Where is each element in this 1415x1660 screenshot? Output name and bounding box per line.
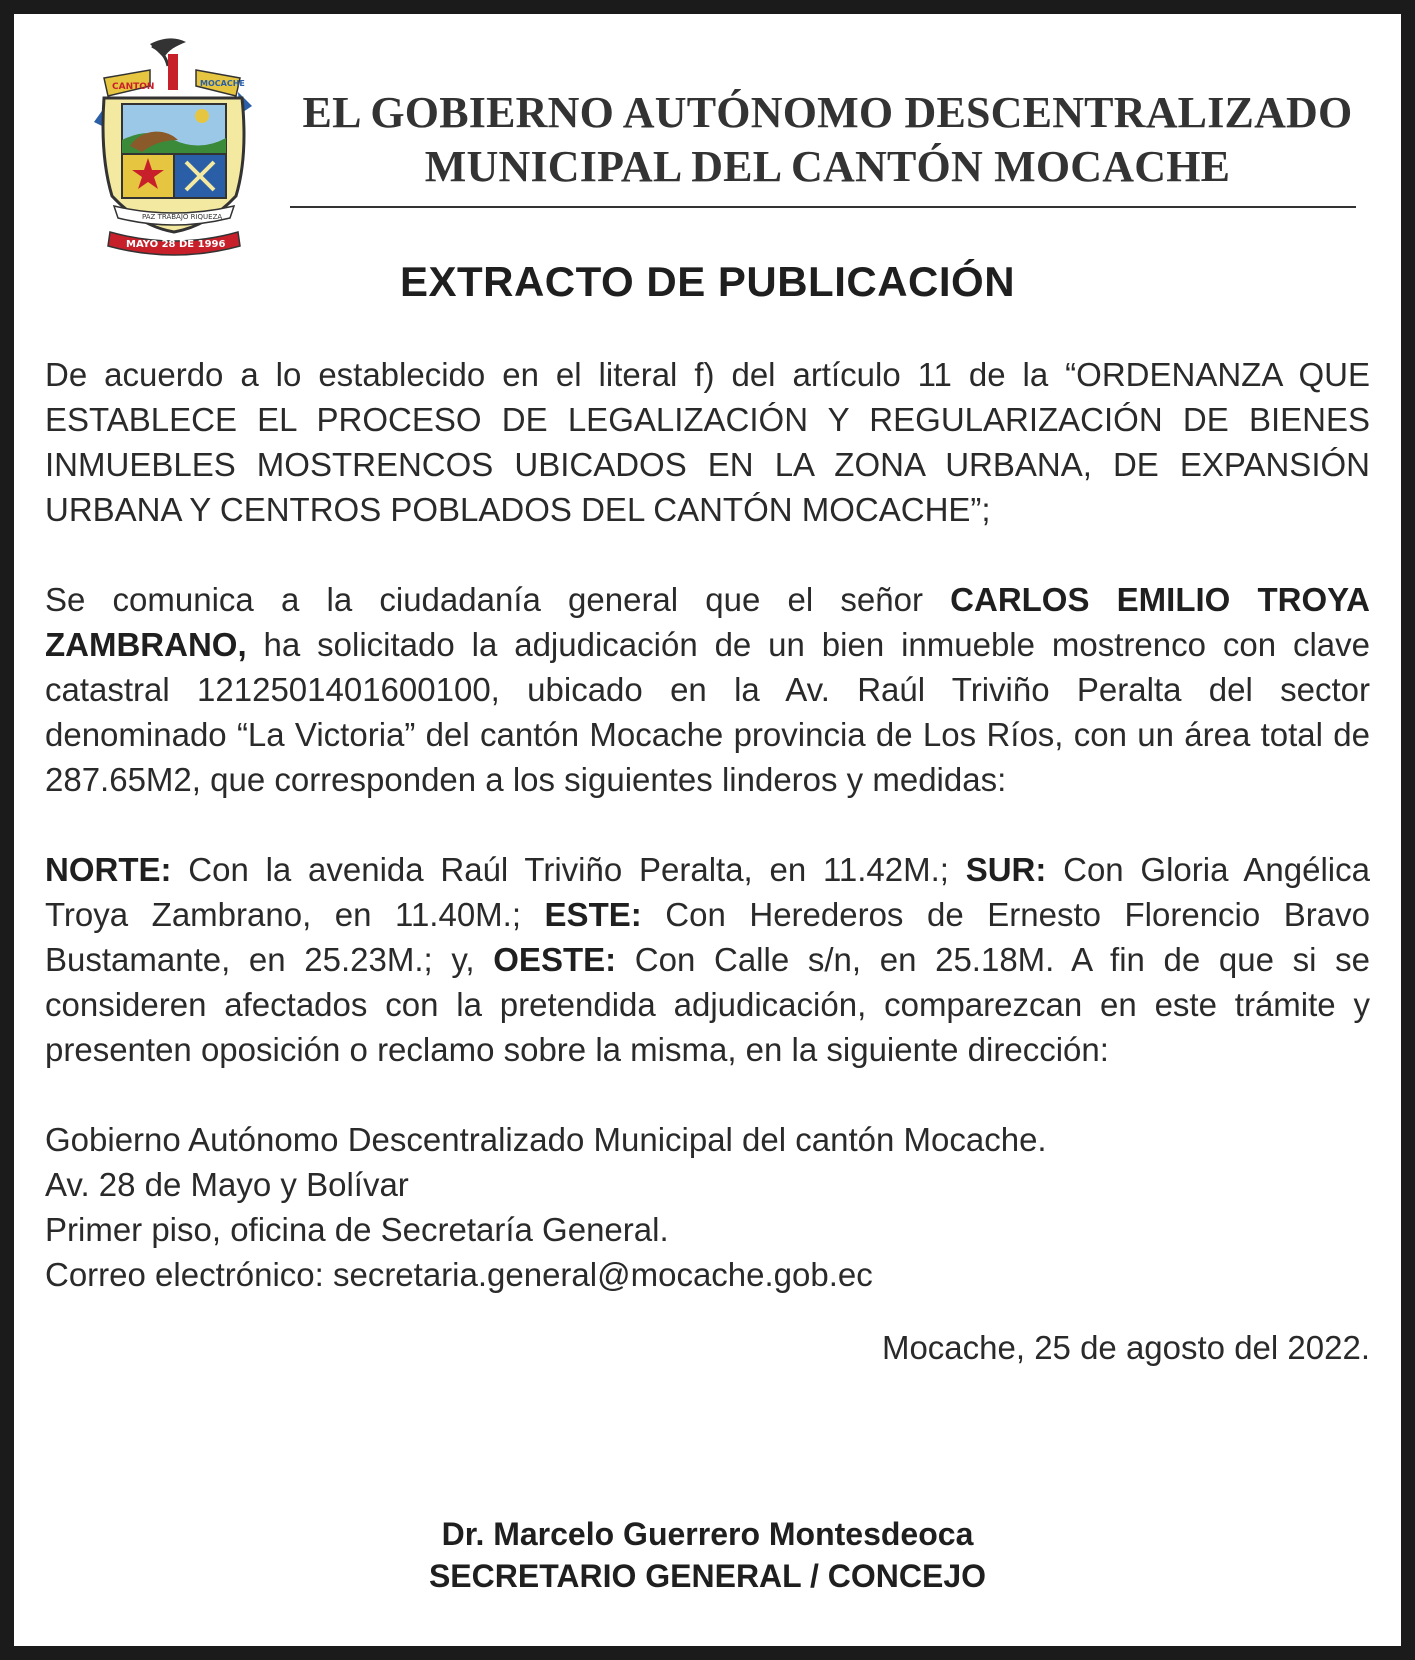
government-title-line-1: EL GOBIERNO AUTÓNOMO DESCENTRALIZADO — [302, 88, 1353, 137]
svg-text:PAZ TRABAJO RIQUEZA: PAZ TRABAJO RIQUEZA — [142, 213, 223, 221]
announcement-rest: ha solicitado la adjudicación de un bien inmueble mostrenco con clave catastral 1212501401600100, ubicado en la Av. Raúl Triviño Peralta del sector denominado “La Victoria” del cantón Mocache provincia de Los Ríos, con un área total de 287.65M2, que corresponden a los siguientes linderos y medidas: — [45, 626, 1370, 798]
oeste-label: OESTE: — [493, 941, 617, 978]
paragraph-boundaries — [45, 847, 1370, 1072]
date-line: Mocache, 25 de agosto del 2022. — [881, 1329, 1370, 1366]
coat-of-arms-logo — [90, 36, 260, 256]
sur-label: SUR: — [965, 851, 1047, 888]
government-title-line-2: MUNICIPAL DEL CANTÓN MOCACHE — [424, 142, 1231, 191]
este-label: ESTE: — [544, 896, 642, 933]
paragraph-ordinance: De acuerdo a lo establecido en el literal f) del artículo 11 de la “ORDENANZA QUE ESTABLECE EL PROCESO DE LEGALIZACIÓN Y REGULARIZACIÓN DE BIENES INMUEBLES MOSTRENCOS UBICADOS EN LA ZONA URBANA, DE EXPANSIÓN URBANA Y CENTROS POBLADOS DEL CANTÓN MOCACHE”; — [45, 356, 1370, 528]
paragraph-announcement — [45, 577, 1370, 802]
norte-text: Con la avenida Raúl Triviño Peralta, en 11.42M.; — [171, 851, 966, 888]
svg-text:MOCACHE: MOCACHE — [200, 79, 245, 88]
svg-text:CANTON: CANTON — [112, 82, 155, 92]
announcement-lead: Se comunica a la ciudadanía general que el señor — [45, 581, 951, 618]
header — [90, 36, 1360, 256]
header-divider — [290, 206, 1356, 208]
address-block — [45, 1117, 1370, 1297]
svg-text:MAYO 28 DE 1996: MAYO 28 DE 1996 — [126, 239, 226, 250]
este-text: Con Herederos de Ernesto Florencio Bravo Bustamante, en 25.23M.; y, — [45, 896, 1370, 978]
government-title — [285, 86, 1370, 194]
address-line-1: Gobierno Autónomo Descentralizado Municipal del cantón Mocache. — [45, 1121, 1047, 1158]
coat-of-arms-icon — [90, 36, 260, 256]
signatory-name: Dr. Marcelo Guerrero Montesdeoca — [441, 1516, 974, 1552]
document-title: EXTRACTO DE PUBLICACIÓN — [399, 258, 1016, 305]
address-line-3: Primer piso, oficina de Secretaría General. — [45, 1211, 669, 1248]
oeste-text: Con Calle s/n, en 25.18M. A fin de que si se consideren afectados con la pretendida adjudicación, comparezcan en este trámite y presenten oposición o reclamo sobre la misma, en la siguiente dirección: — [45, 941, 1370, 1068]
address-line-4: Correo electrónico: secretaria.general@mocache.gob.ec — [45, 1256, 873, 1293]
signature-block — [0, 1513, 1415, 1597]
document-body — [45, 352, 1370, 1370]
address-line-2: Av. 28 de Mayo y Bolívar — [45, 1166, 409, 1203]
norte-label: NORTE: — [45, 851, 172, 888]
sur-text: Con Gloria Angélica Troya Zambrano, en 11.40M.; — [45, 851, 1370, 933]
signatory-role: SECRETARIO GENERAL / CONCEJO — [428, 1558, 987, 1594]
applicant-name: CARLOS EMILIO TROYA ZAMBRANO, — [45, 581, 1370, 663]
